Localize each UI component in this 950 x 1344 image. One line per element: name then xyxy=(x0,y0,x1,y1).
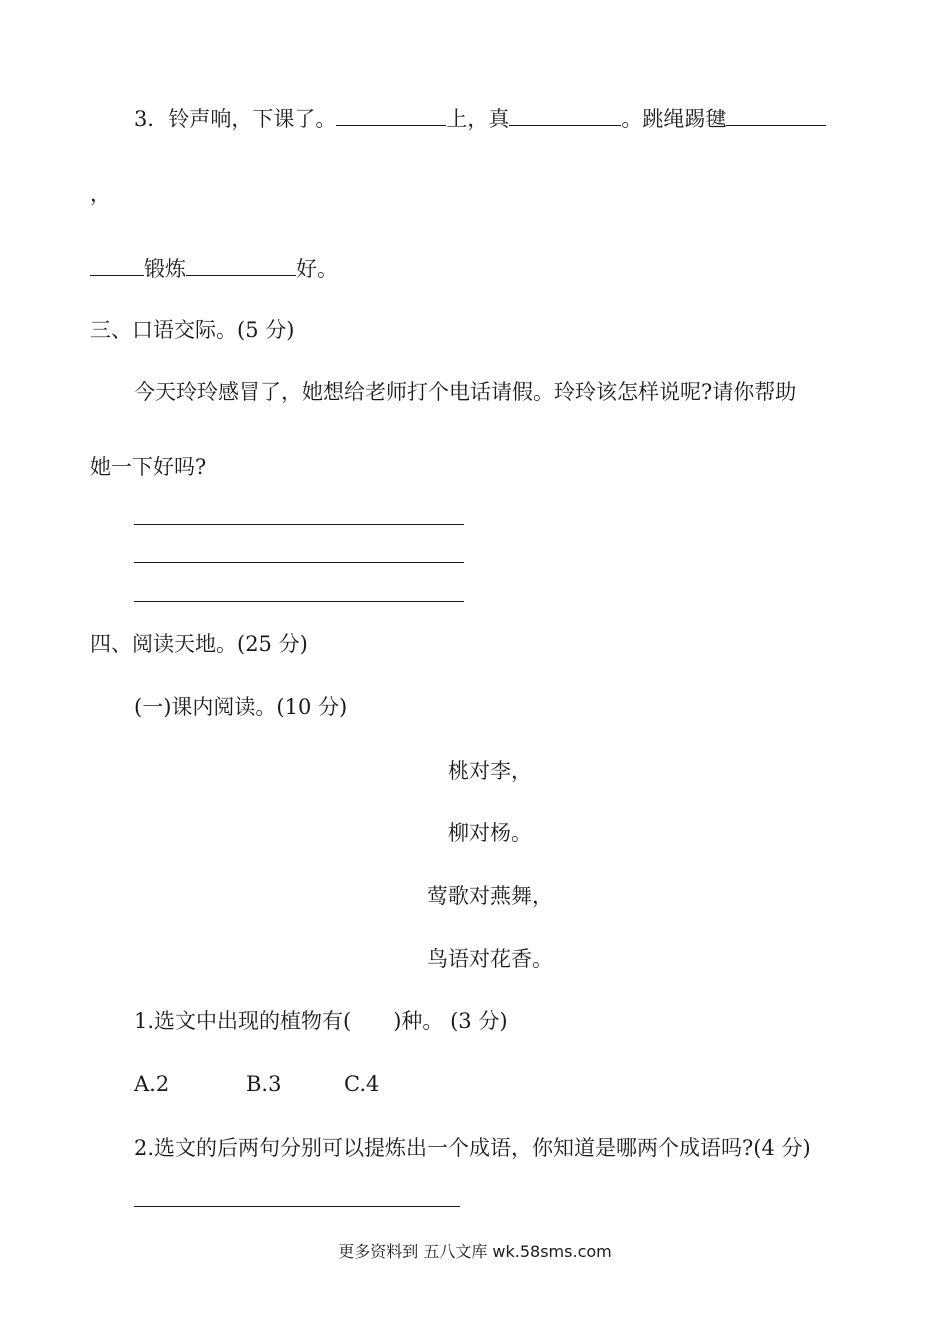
q3-comma: ， xyxy=(90,182,111,206)
q3-blank-2[interactable] xyxy=(509,103,621,126)
section4-sub-heading: (一)课内阅读。(10 分) xyxy=(134,695,348,719)
q3-text1: 铃声响，下课了。 xyxy=(168,107,337,131)
q3-line1 xyxy=(134,103,826,133)
question-1: 1.选文中出现的植物有( )种。 (3 分) xyxy=(134,1009,508,1033)
q3-text4: 锻炼 xyxy=(144,257,186,281)
q3-text5: 好。 xyxy=(296,257,338,281)
q3-number: 3． xyxy=(134,107,169,131)
section3-heading: 三、口语交际。(5 分) xyxy=(90,318,295,342)
option-a[interactable]: A.2 xyxy=(134,1072,170,1096)
footer-text: 更多资料到 五八文库 wk.58sms.com xyxy=(338,1242,612,1261)
poem-line-4: 鸟语对花香。 xyxy=(427,947,553,971)
q3-blank-5[interactable] xyxy=(186,253,296,276)
section3-prompt-line1: 今天玲玲感冒了，她想给老师打个电话请假。玲玲该怎样说呢?请你帮助 xyxy=(134,380,797,404)
answer-line-3[interactable] xyxy=(134,601,464,602)
section4-heading: 四、阅读天地。(25 分) xyxy=(90,632,308,656)
q3-blank-4[interactable] xyxy=(90,253,144,276)
answer-line-q2[interactable] xyxy=(134,1206,460,1207)
question-2: 2.选文的后两句分别可以提炼出一个成语，你知道是哪两个成语吗?(4 分) xyxy=(134,1136,811,1160)
option-b[interactable]: B.3 xyxy=(246,1072,282,1096)
poem-line-2: 柳对杨。 xyxy=(448,821,532,845)
q3-text2: 上，真 xyxy=(446,107,510,131)
answer-line-2[interactable] xyxy=(134,562,464,563)
poem-line-1: 桃对李， xyxy=(448,759,532,783)
q3-line3 xyxy=(90,253,338,283)
q3-blank-1[interactable] xyxy=(336,103,446,126)
q3-blank-3[interactable] xyxy=(726,103,826,126)
poem-line-3: 莺歌对燕舞， xyxy=(427,884,553,908)
option-c[interactable]: C.4 xyxy=(344,1072,380,1096)
answer-line-1[interactable] xyxy=(134,524,464,525)
q3-text3: 。跳绳踢毽 xyxy=(621,107,727,131)
section3-prompt-line2: 她一下好吗? xyxy=(90,455,207,479)
question-1-options xyxy=(134,1070,379,1098)
